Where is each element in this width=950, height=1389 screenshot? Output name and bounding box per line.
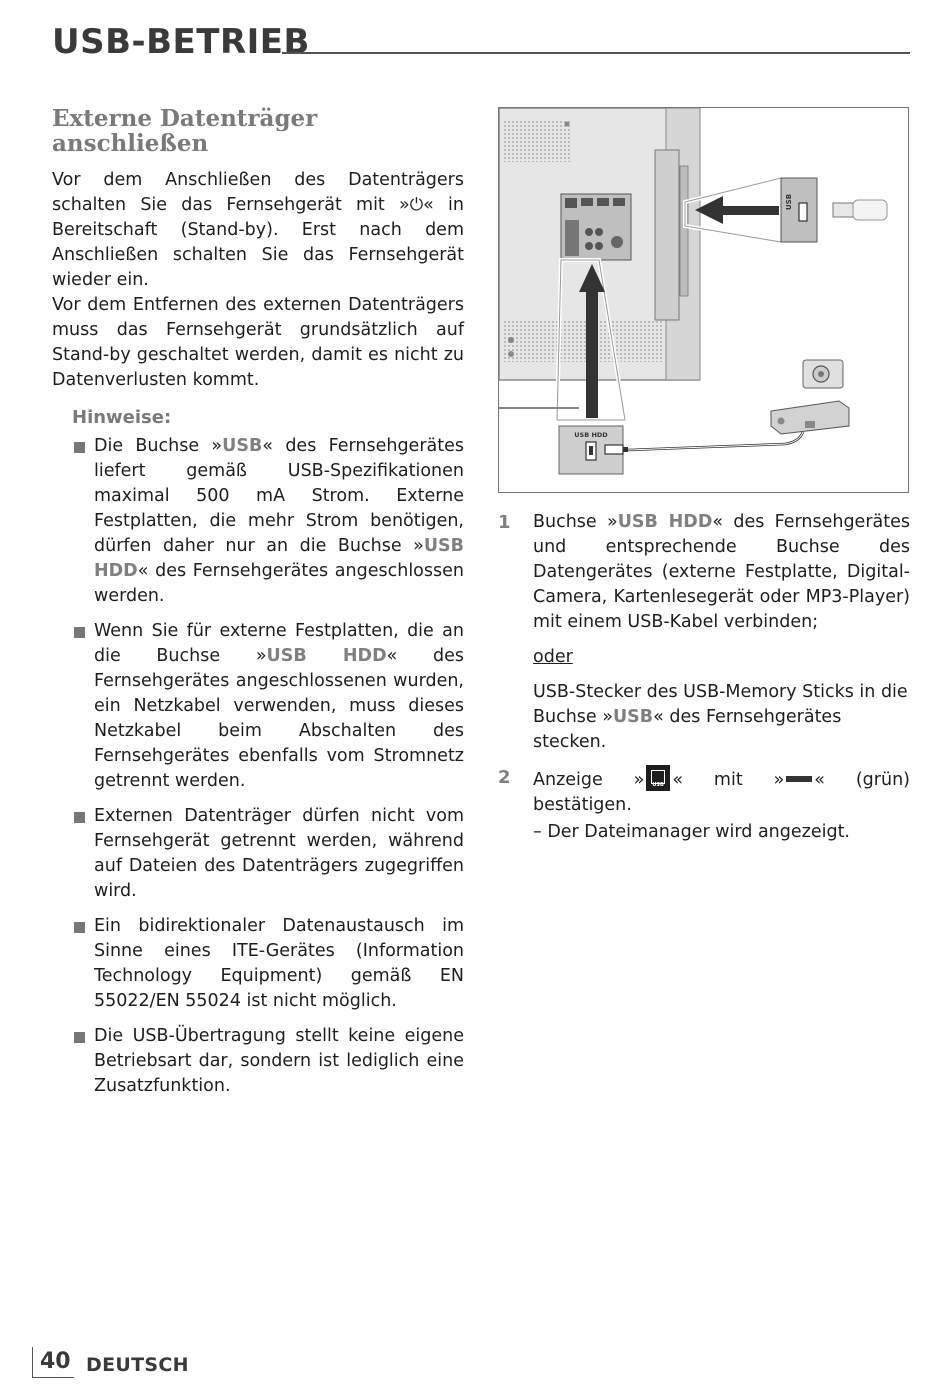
usb-source-icon-label: USB — [652, 782, 664, 788]
note-item — [52, 1024, 464, 1099]
step1-highlight-usb-hdd: USB HDD — [617, 512, 713, 532]
alt-highlight-usb: USB — [612, 707, 654, 727]
footer-language: DEUTSCH — [86, 1354, 189, 1376]
page-title: USB-BETRIEB — [52, 22, 310, 62]
square-bullet-icon — [74, 922, 85, 933]
green-button-icon — [786, 776, 812, 782]
note4-text: Ein bidirektionaler Datenaustausch im Sinne eines ITE-Gerätes (Information Technology Equipment) gemäß EN 55022/EN 55024 ist nicht möglich. — [94, 916, 464, 1011]
usb-cable — [628, 432, 803, 450]
note1-highlight-usb: USB — [222, 436, 263, 456]
step-1 — [498, 510, 910, 635]
note5-text: Die USB-Übertragung stellt keine eigene Betriebsart dar, sondern ist lediglich eine Zusatzfunktion. — [94, 1026, 464, 1096]
up-arrow-shaft — [586, 288, 598, 418]
left-column — [52, 106, 464, 1109]
section-heading-line1: Externe Datenträger — [52, 105, 318, 132]
usb-memory-stick-icon — [853, 200, 887, 220]
notes-heading: Hinweise: — [72, 407, 172, 428]
note1-text-c: « des Fernsehgerätes angeschlossen werden. — [94, 561, 464, 606]
para1-text-b: « in Bereitschaft (Stand-by). Erst nach dem Anschließen schalten Sie das Fernsehgerät wieder ein. — [52, 195, 464, 290]
note1-text-a: Die Buchse » — [94, 436, 223, 456]
power-icon: ⏻ — [409, 195, 424, 215]
usb-stick-plug — [833, 203, 853, 217]
step2-result: – Der Dateimanager wird angezeigt. — [533, 822, 850, 842]
title-rule — [282, 52, 910, 54]
step2-text-a: Anzeige » — [533, 770, 645, 790]
right-column — [498, 510, 910, 855]
note-item — [52, 434, 464, 609]
footer-rule-vertical — [32, 1347, 33, 1378]
vent-grille-top — [502, 120, 572, 162]
external-hard-disk-icon — [771, 401, 849, 434]
note-item — [52, 914, 464, 1014]
note-item — [52, 804, 464, 904]
square-bullet-icon — [74, 442, 85, 453]
section-heading-line2: anschließen — [52, 130, 209, 157]
tv-rear-panel-diagram — [499, 108, 907, 491]
para1-text-a: Vor dem Anschließen des Datenträgers schalten Sie das Fernsehgerät mit » — [52, 170, 464, 215]
intro-paragraph-2: Vor dem Entfernen des externen Datenträgers muss das Fernsehgerät grundsätzlich auf Stand-by geschaltet werden, damit es nicht zu Datenverlusten kommt. — [52, 295, 464, 390]
section-heading — [52, 106, 464, 156]
vent-grille-bottom — [502, 320, 662, 362]
square-bullet-icon — [74, 812, 85, 823]
alternative-instruction — [498, 680, 910, 755]
page-number: 40 — [40, 1349, 71, 1374]
step-number: 2 — [498, 767, 511, 788]
left-arrow-shaft — [719, 206, 779, 215]
usb-hdd-port-label: USB HDD — [574, 431, 608, 439]
square-bullet-icon — [74, 627, 85, 638]
step1-text-b: « des Fernsehgerätes und entsprechende Buchse des Datengerätes (externe Festplatte, Digital-Camera, Kartenlesegerät oder MP3-Player) mit einem USB-Kabel verbinden; — [533, 512, 910, 632]
note-item — [52, 619, 464, 794]
alt-text-a: USB-Stecker des USB-Memory Sticks in die Buchse » — [533, 682, 908, 727]
note3-text: Externen Datenträger dürfen nicht vom Fernsehgerät getrennt werden, während auf Dateien des Datenträgers zugegriffen wird. — [94, 806, 464, 901]
intro-paragraph-1 — [52, 168, 464, 293]
step1-text-a: Buchse » — [533, 512, 618, 532]
alt-text-b: « des Fernsehgerätes stecken. — [533, 707, 842, 752]
note1-text-b: « des Fernsehgerätes liefert gemäß USB-Spezifikationen maximal 500 mA Strom. Externe Festplatten, die mehr Strom benötigen, dürfen daher nur an die Buchse » — [94, 436, 464, 556]
step-number: 1 — [498, 512, 511, 533]
note2-highlight-usb-hdd: USB HDD — [266, 646, 387, 666]
usb-connection-illustration — [498, 107, 909, 493]
note2-text-a: Wenn Sie für externe Festplatten, die an die Buchse » — [94, 621, 464, 666]
step-2 — [498, 765, 910, 818]
usb-source-icon — [646, 765, 670, 791]
step2-text-b: « mit » — [672, 770, 785, 790]
note1-highlight-usb-hdd: USB HDD — [94, 536, 464, 581]
note2-text-b: « des Fernsehgerätes angeschlossenen wurden, ein Netzkabel verwenden, muss dieses Netzkabel beim Abschalten des Fernsehgerätes ebenfalls vom Stromnetz getrennt werden. — [94, 646, 465, 791]
footer-rule-horizontal — [32, 1377, 74, 1378]
step2-text-c: « (grün) bestätigen. — [533, 770, 910, 815]
square-bullet-icon — [74, 1032, 85, 1043]
oder-text: oder — [533, 647, 573, 667]
side-usb-label: USB — [785, 193, 793, 210]
